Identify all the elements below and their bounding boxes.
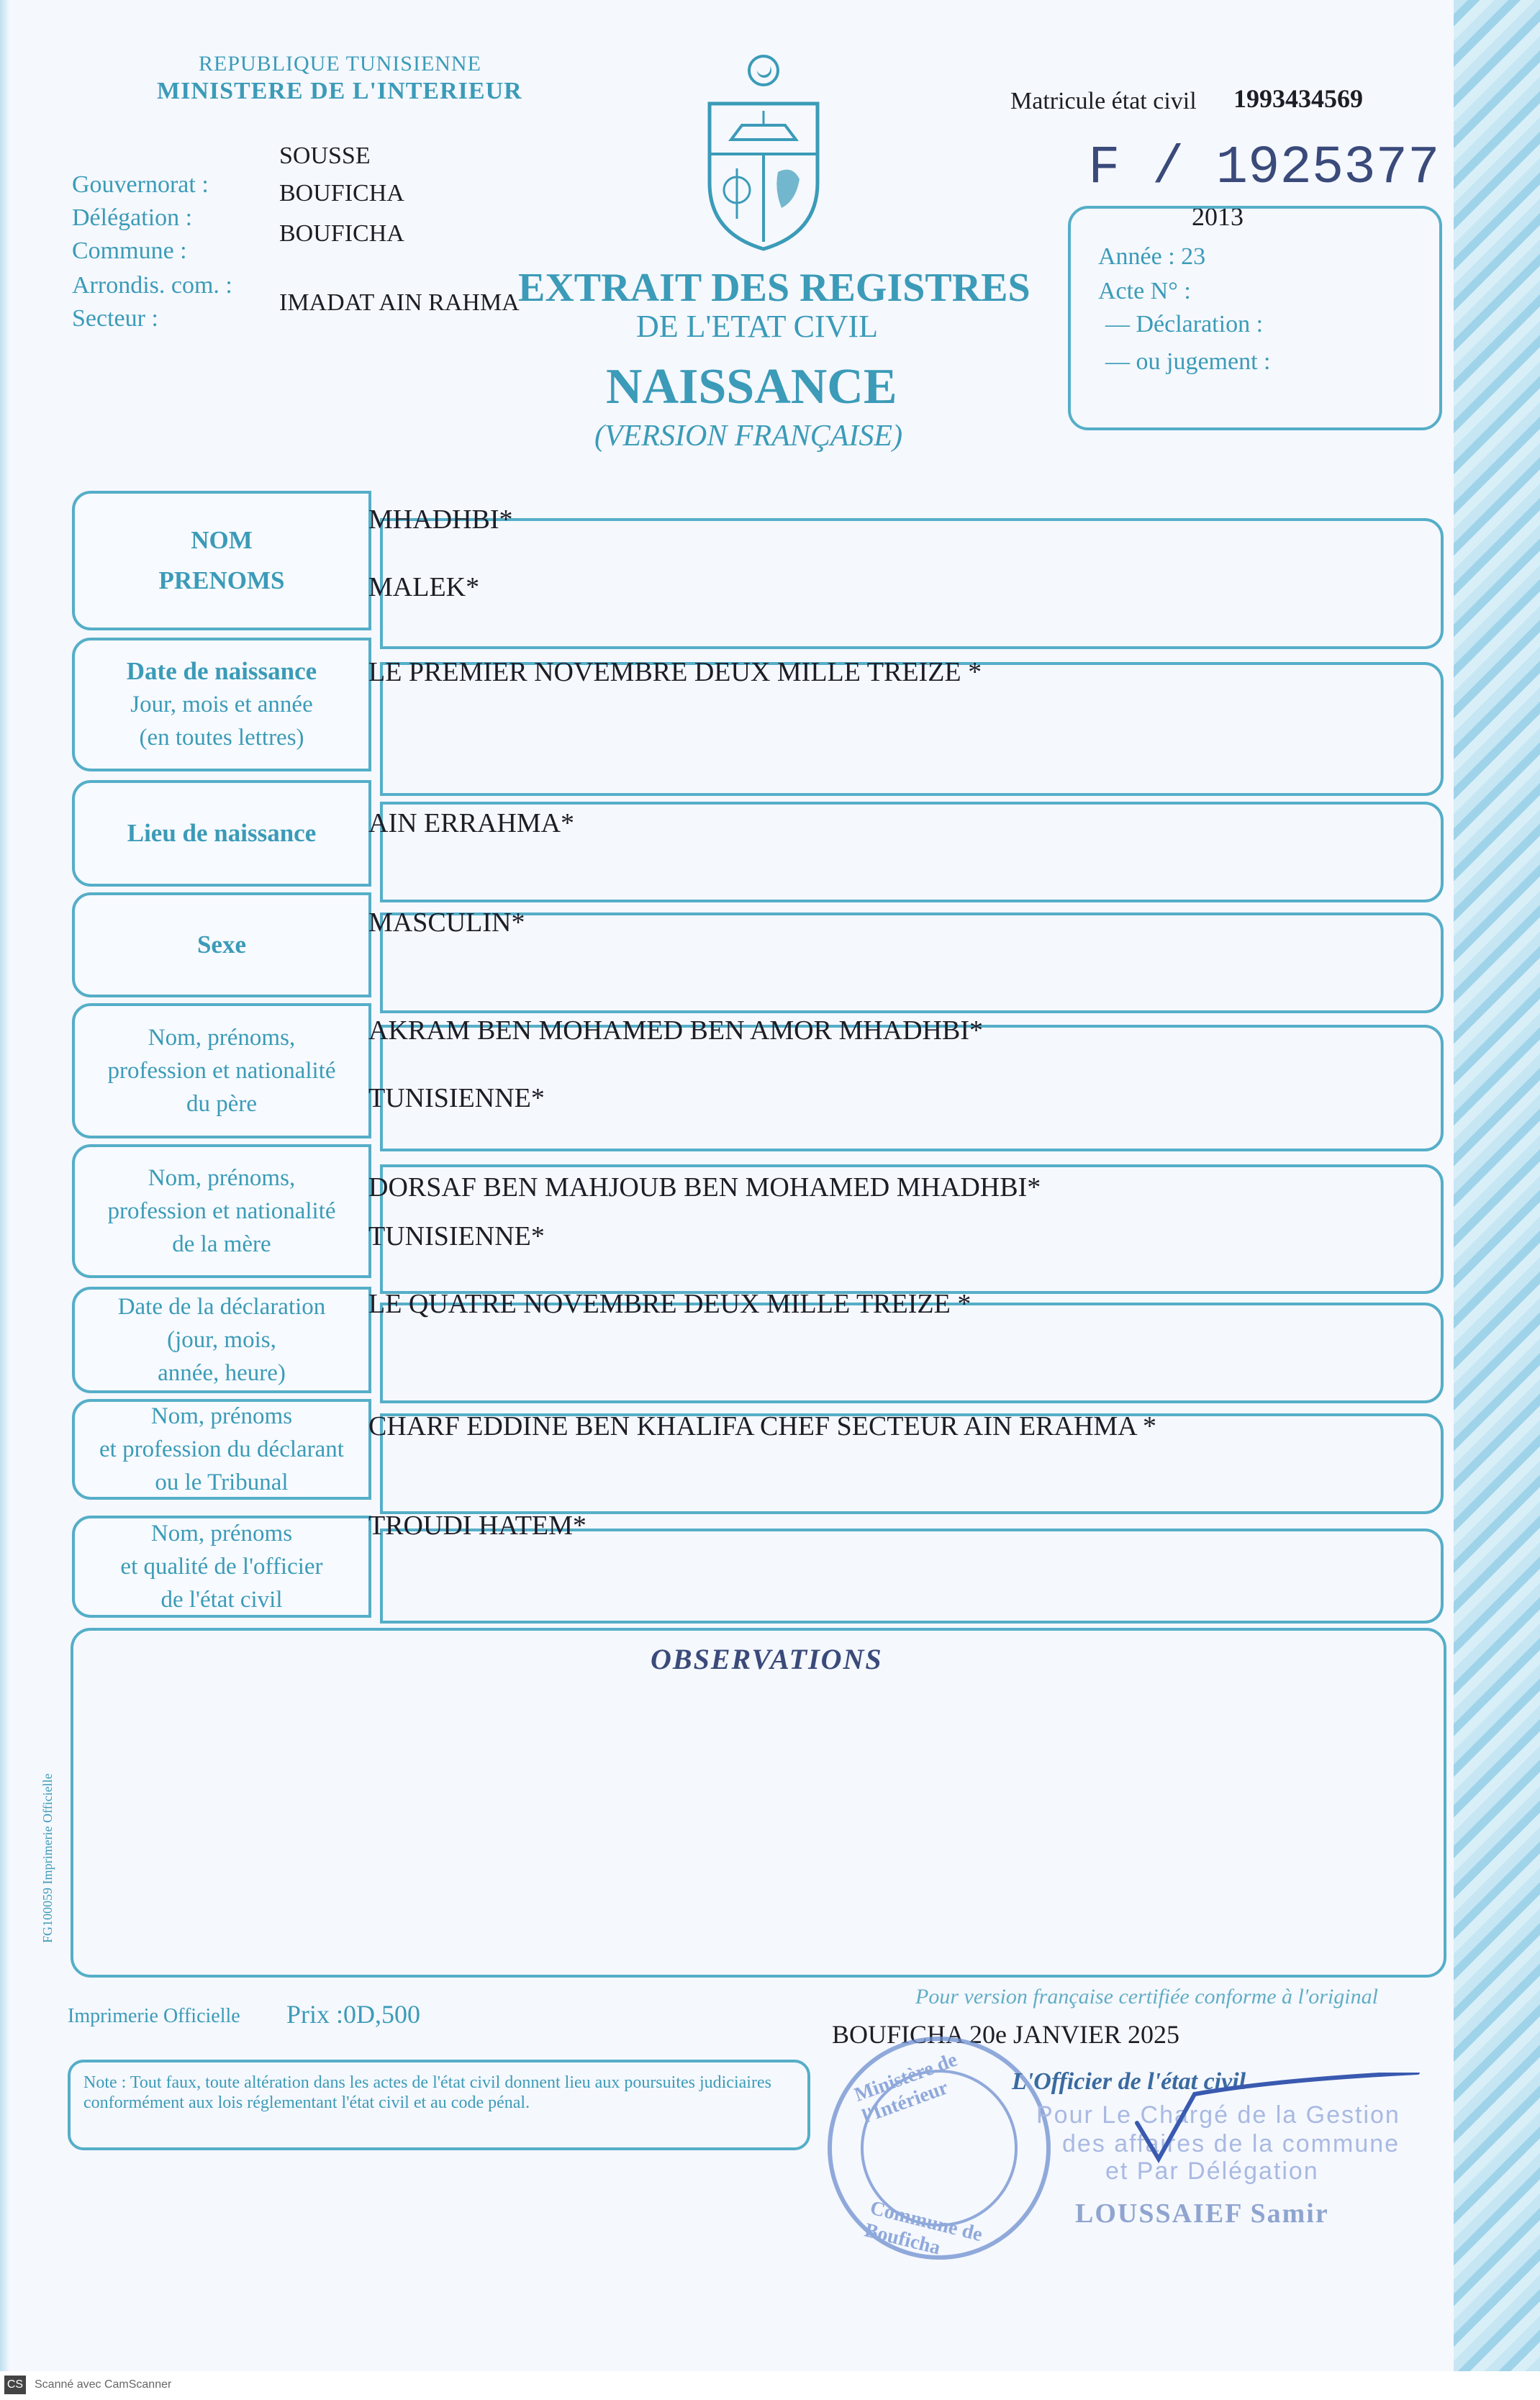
officier-sublabel: et qualité de l'officier <box>120 1554 323 1580</box>
officier-value: TROUDI HATEM* <box>368 1511 586 1541</box>
lieu-label-cell <box>72 780 371 887</box>
mere-label: Nom, prénoms, <box>148 1165 296 1191</box>
certification-text: Pour version française certifiée conforme à l'original <box>915 1985 1378 2009</box>
sexe-value: MASCULIN* <box>368 907 525 938</box>
mere-sublabel-2: de la mère <box>172 1231 271 1257</box>
prenoms-value: MALEK* <box>368 572 480 602</box>
handwritten-year: 2013 <box>1192 202 1244 231</box>
matricule-value: 1993434569 <box>1233 84 1363 113</box>
date-naissance-label-cell <box>72 638 371 771</box>
declaration-date-label-cell <box>72 1287 371 1393</box>
pere-label: Nom, prénoms, <box>148 1025 296 1051</box>
declarant-value: CHARF EDDINE BEN KHALIFA CHEF SECTEUR AIN ERAHMA * <box>368 1411 1157 1441</box>
declaration-date-sublabel: (jour, mois, <box>167 1327 276 1353</box>
mere-nationality: TUNISIENNE* <box>368 1221 545 1251</box>
officier-label: Nom, prénoms <box>150 1521 293 1547</box>
des-text: des affaires de la commune <box>1062 2130 1400 2157</box>
note-box: Note : Tout faux, toute altération dans les actes de l'état civil donnent lieu aux poursuites judiciaires conformément aux lois réglementant l'état civil et au code pénal. <box>68 2060 810 2150</box>
scanner-label: Scanné avec CamScanner <box>35 2378 172 2391</box>
nom-value: MHADHBI* <box>368 504 513 535</box>
lieu-label: Lieu de naissance <box>127 819 317 847</box>
jugement-label: — ou jugement : <box>1105 348 1271 375</box>
delegation-label: Délégation : <box>72 204 193 231</box>
gouvernorat-label: Gouvernorat : <box>72 171 209 198</box>
decorative-border <box>1454 0 1540 2371</box>
stamp-text-bottom: Commune de Bouficha <box>862 2196 985 2260</box>
observations-box <box>71 1628 1446 1978</box>
nom-prenoms-value-cell <box>380 518 1444 649</box>
scanner-footer <box>0 2371 1540 2400</box>
declaration-date-value: LE QUATRE NOVEMBRE DEUX MILLE TREIZE * <box>368 1289 971 1319</box>
officier-value-cell <box>380 1529 1444 1624</box>
signature-icon <box>1130 2073 1432 2173</box>
arrondis-value: IMADAT AIN RAHMA <box>279 289 520 316</box>
officier-sublabel-2: de l'état civil <box>160 1587 283 1613</box>
signatory-name: LOUSSAIEF Samir <box>1075 2199 1329 2229</box>
declarant-sublabel-2: ou le Tribunal <box>155 1470 289 1495</box>
serial-number: F / 1925377 <box>1088 138 1440 199</box>
arrondis-label: Arrondis. com. : <box>72 272 232 299</box>
date-naissance-sublabel: Jour, mois et année <box>130 692 313 717</box>
declaration-date-label: Date de la déclaration <box>117 1294 326 1320</box>
pere-value: AKRAM BEN MOHAMED BEN AMOR MHADHBI* <box>368 1015 983 1046</box>
place-date: BOUFICHA 20e JANVIER 2025 <box>832 2020 1180 2049</box>
secteur-label: Secteur : <box>72 305 158 332</box>
declaration-date-sublabel-2: année, heure) <box>158 1360 286 1386</box>
declaration-label: — Déclaration : <box>1105 311 1264 338</box>
annee-label: Année : 23 <box>1098 243 1206 270</box>
sexe-label: Sexe <box>196 930 247 959</box>
version-label: (VERSION FRANÇAISE) <box>594 420 903 453</box>
pere-sublabel: profession et nationalité <box>107 1058 336 1084</box>
mere-sublabel: profession et nationalité <box>107 1198 336 1224</box>
commune-value: BOUFICHA <box>279 220 404 247</box>
nom-prenoms-label-cell <box>72 491 371 630</box>
observations-title: OBSERVATIONS <box>651 1643 883 1675</box>
imprimerie-label: Imprimerie Officielle <box>68 2005 240 2027</box>
declarant-label: Nom, prénoms <box>150 1403 293 1429</box>
date-naissance-sublabel-2: (en toutes lettres) <box>139 725 304 751</box>
camscanner-logo-icon: CS <box>4 2376 26 2394</box>
officier-title: L'Officier de l'état civil <box>1012 2068 1246 2095</box>
declarant-sublabel: et profession du déclarant <box>99 1436 344 1462</box>
par-text: et Par Délégation <box>1105 2157 1319 2185</box>
republic-label: REPUBLIQUE TUNISIENNE <box>199 52 481 76</box>
document-subtitle: DE L'ETAT CIVIL <box>636 309 878 344</box>
coat-of-arms-icon <box>695 53 832 255</box>
date-naissance-label: Date de naissance <box>126 657 317 685</box>
acte-label: Acte N° : <box>1098 278 1191 304</box>
nom-label: NOM <box>191 526 253 554</box>
document-type: NAISSANCE <box>606 359 897 415</box>
ministry-label: MINISTERE DE L'INTERIEUR <box>157 78 522 104</box>
prix-label: Prix :0D,500 <box>286 2000 421 2029</box>
pere-sublabel-2: du père <box>186 1091 258 1117</box>
pere-nationality: TUNISIENNE* <box>368 1083 545 1113</box>
prenoms-label: PRENOMS <box>158 566 285 594</box>
document-title: EXTRAIT DES REGISTRES <box>518 266 1031 310</box>
declarant-label-cell <box>72 1399 371 1500</box>
date-naissance-value: LE PREMIER NOVEMBRE DEUX MILLE TREIZE * <box>368 657 982 687</box>
left-edge-shadow <box>0 0 10 2371</box>
sexe-label-cell <box>72 892 371 997</box>
stamp-text: Ministère de l'Intérieur <box>851 2048 961 2128</box>
gouvernorat-value: SOUSSE <box>279 142 371 169</box>
mere-value: DORSAF BEN MAHJOUB BEN MOHAMED MHADHBI* <box>368 1172 1041 1203</box>
sexe-value-cell <box>380 913 1444 1013</box>
mere-label-cell <box>72 1144 371 1278</box>
vertical-reference: FG100059 Imprimerie Officielle <box>40 1773 55 1943</box>
lieu-value: AIN ERRAHMA* <box>368 808 575 838</box>
pour-text: Pour Le Chargé de la Gestion <box>1036 2101 1400 2129</box>
officier-label-cell <box>72 1516 371 1618</box>
commune-label: Commune : <box>72 237 187 264</box>
pere-label-cell <box>72 1003 371 1138</box>
delegation-value: BOUFICHA <box>279 180 404 207</box>
matricule-label: Matricule état civil <box>1010 88 1197 114</box>
